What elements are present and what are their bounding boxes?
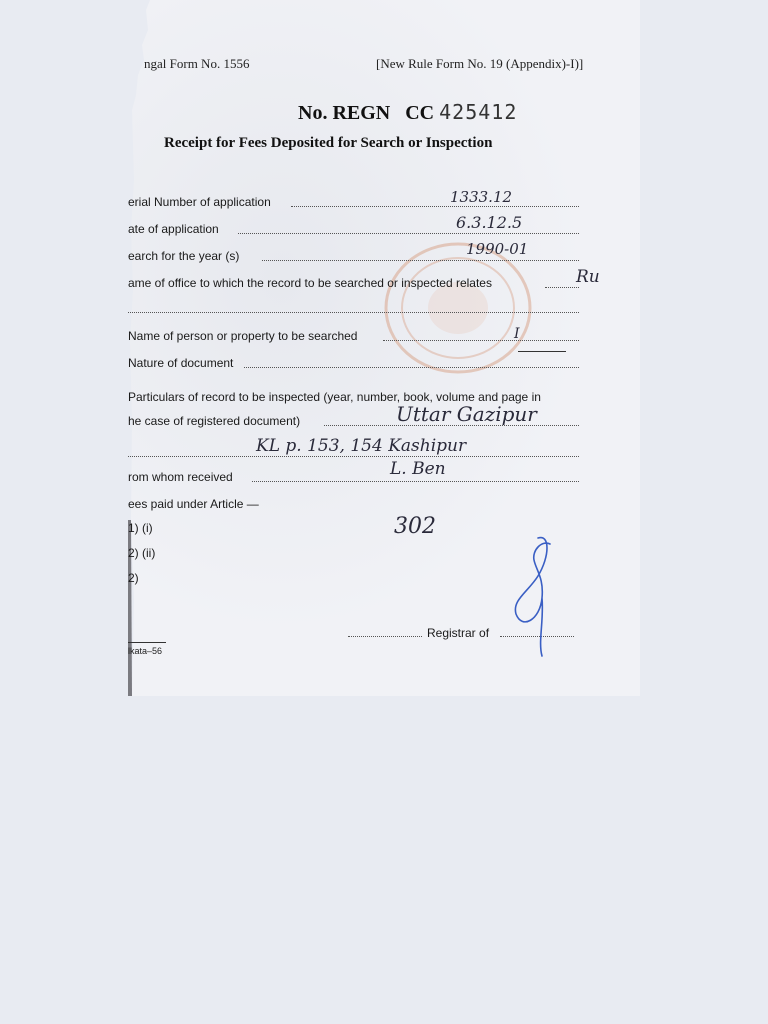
from-whom-line	[252, 481, 579, 482]
search-year-handwritten: 1990-01	[466, 240, 529, 258]
registration-number	[298, 100, 517, 125]
fee-item-1: 1) (i)	[128, 521, 153, 535]
serial-number-handwritten: 1333.12	[450, 188, 513, 206]
registrar-date-line	[348, 636, 422, 637]
document-title: Receipt for Fees Deposited for Search or Inspection	[164, 135, 493, 151]
fee-item-2: 2) (ii)	[128, 546, 156, 560]
regn-prefix: No. REGN CC	[298, 102, 435, 124]
serial-number-line	[291, 206, 579, 207]
footer-text: lkata–56	[128, 646, 163, 656]
person-handwritten: I	[514, 326, 520, 342]
form-number-right: [New Rule Form No. 19 (Appendix)-I)]	[376, 56, 584, 71]
official-seal-stamp	[378, 238, 538, 378]
nature-line	[244, 367, 579, 368]
date-handwritten: 6.3.12.5	[456, 213, 523, 232]
particulars-line-2	[128, 456, 579, 457]
date-label: ate of application	[128, 222, 219, 236]
nature-label: Nature of document	[128, 356, 234, 370]
person-label: Name of person or property to be searched	[128, 329, 358, 343]
office-handwritten: Ru	[576, 267, 600, 287]
office-line-2	[128, 312, 579, 313]
fees-label: ees paid under Article —	[128, 497, 259, 511]
fee-amount-handwritten: 302	[394, 514, 436, 539]
regn-number: 425412	[439, 100, 518, 124]
office-line	[545, 287, 579, 288]
receipt-document	[128, 0, 640, 696]
date-line	[238, 233, 579, 234]
signature	[498, 530, 568, 660]
particulars-handwritten: Uttar Gazipur	[396, 402, 537, 426]
particulars-handwritten-2: KL p. 153, 154 Kashipur	[256, 436, 467, 456]
form-number-left: ngal Form No. 1556	[144, 56, 250, 71]
fee-item-3: 2)	[128, 571, 139, 585]
serial-number-label: erial Number of application	[128, 195, 271, 209]
person-line	[383, 340, 579, 341]
torn-edge	[128, 0, 150, 696]
office-label: ame of office to which the record to be searched or inspected relates	[128, 276, 492, 290]
registrar-label: Registrar of	[427, 626, 490, 640]
from-whom-handwritten: L. Ben	[390, 459, 446, 479]
particulars-label: Particulars of record to be inspected (year, number, book, volume and page in	[128, 390, 541, 404]
search-year-label: earch for the year (s)	[128, 249, 240, 263]
footer-rule	[128, 642, 166, 643]
from-whom-label: rom whom received	[128, 470, 233, 484]
nature-handwritten-stroke	[518, 351, 566, 352]
search-year-line	[262, 260, 579, 261]
particulars-label-cont: he case of registered document)	[128, 414, 301, 428]
